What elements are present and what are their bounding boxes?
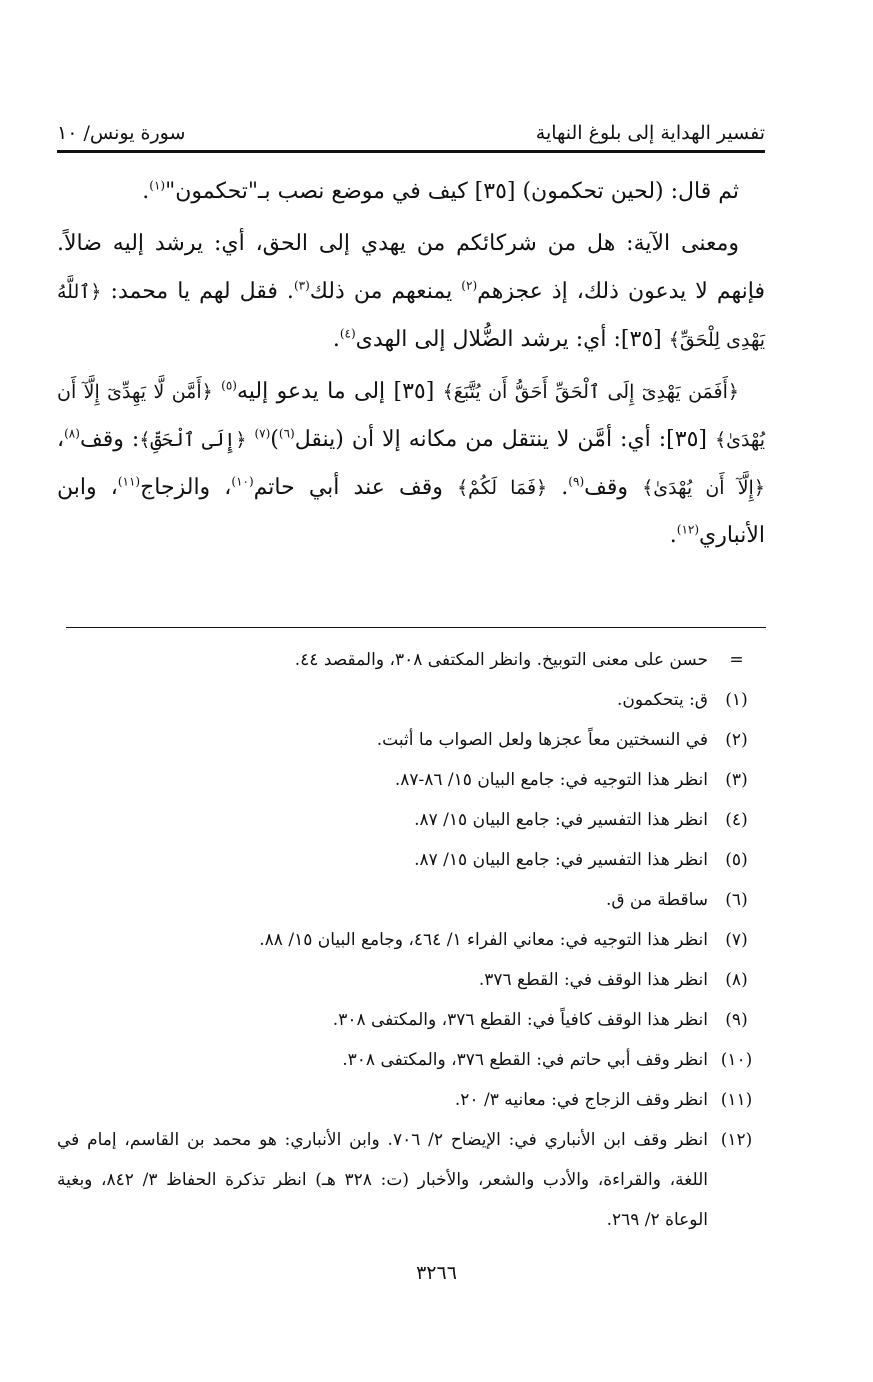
footnote-number: (١١): [720, 1090, 753, 1110]
footnote-text: انظر وقف ابن الأنباري في: الإيضاح ٢/ ٧٠٦. وابن الأنباري: هو محمد بن القاسم، إمام في اللغة، والقراءة، والأدب والشعر، والأخبار (ت: ٣٢٨ هـ) انظر تذكرة الحفاظ ٣/ ٨٤٢، وبغية الوعاة ٢/ ٢٦٩.: [57, 1130, 709, 1230]
footnote-number: (١): [725, 690, 748, 710]
footnote-ref[interactable]: (٦): [278, 426, 295, 441]
text-run: .: [669, 523, 677, 548]
footnote-item: [57, 1120, 765, 1240]
footnote-ref[interactable]: (٩): [568, 474, 585, 489]
footnote-text: ق: يتحكمون.: [616, 690, 708, 710]
text-run: [213, 379, 221, 404]
footnote-ref[interactable]: (١): [149, 178, 166, 193]
footnotes: [57, 640, 765, 1240]
footnote-item: [57, 960, 765, 1000]
running-header: [57, 110, 765, 144]
footnote-ref[interactable]: (١٠): [231, 474, 254, 489]
text-run: يمنعهم من ذلك: [309, 279, 462, 304]
text-run: .: [547, 475, 569, 500]
footnote-item: [57, 760, 765, 800]
footnote-rule: [66, 627, 766, 628]
footnote-item: [57, 1000, 765, 1040]
surah-label: سورة يونس/ ١٠: [57, 122, 186, 144]
footnote-number: =: [729, 650, 744, 670]
main-text: [57, 168, 765, 564]
text-run: وقف عند أبي حاتم: [253, 475, 457, 500]
paragraph-3: [57, 368, 765, 560]
footnote-number: (٦): [725, 890, 748, 910]
footnote-number: (٤): [725, 810, 748, 830]
text-run: : وقف: [79, 427, 140, 452]
text-run: ، والزجاج: [140, 475, 232, 500]
footnote-text: ساقطة من ق.: [605, 890, 708, 910]
text-run: ): [270, 427, 279, 452]
footnote-text: انظر هذا التوجيه في: معاني الفراء ١/ ٤٦٤، وجامع البيان ١٥/ ٨٨.: [259, 930, 708, 950]
footnote-ref[interactable]: (٣): [293, 278, 310, 293]
footnote-item: [57, 680, 765, 720]
quran-verse: ﴿فَمَا لَكُمْ﴾: [456, 477, 548, 499]
text-run: [٣٥] إلى ما يدعو إليه: [236, 379, 443, 404]
text-run: [٣٥]: أي: أمَّن لا ينتقل من مكانه إلا أن (ينقل: [294, 427, 715, 452]
text-run: ،: [57, 427, 65, 452]
text-run: ثم قال: (لحين تحكمون) [٣٥] كيف في موضع نصب بـ"تحكمون": [165, 179, 739, 204]
footnote-item: [57, 1040, 765, 1080]
header-rule: [57, 150, 765, 153]
footnote-text: حسن على معنى التوبيخ. وانظر المكتفى ٣٠٨، والمقصد ٤٤.: [294, 650, 708, 670]
quran-verse: ﴿أَفَمَن يَهْدِىٓ إِلَى ٱلْحَقِّ أَحَقُّ أَن يُتَّبَعَ﴾: [442, 381, 740, 403]
text-run: . فقل لهم يا محمد:: [101, 279, 294, 304]
footnote-number: (١٠): [720, 1050, 753, 1070]
text-run: .: [142, 179, 150, 204]
footnote-ref[interactable]: (٢): [461, 278, 478, 293]
footnote-item: [57, 920, 765, 960]
footnote-ref[interactable]: (٨): [64, 426, 80, 441]
footnote-ref[interactable]: (١١): [117, 474, 141, 489]
footnote-number: (٧): [725, 930, 748, 950]
quran-verse: ﴿أَمَّن لَّا يَهِدِّىٓ إِلَّآ أَن يُهْدَىٰ﴾: [57, 381, 765, 451]
footnote-text: انظر هذا التفسير في: جامع البيان ١٥/ ٨٧.: [414, 850, 708, 870]
footnote-number: (١٢): [720, 1130, 753, 1150]
page-number: ٣٢٦٦: [416, 1262, 457, 1284]
footnote-item: [57, 640, 765, 680]
quran-verse: ﴿إِلَى ٱلْحَقِّ﴾: [139, 429, 247, 451]
footnote-number: (٣): [725, 770, 748, 790]
text-run: وقف: [584, 475, 643, 500]
footnote-ref[interactable]: (٧): [254, 426, 271, 441]
paragraph-1: [57, 168, 765, 216]
quran-verse: ﴿إِلَّآ أَن يُهْدَىٰ﴾: [642, 477, 765, 499]
book-title: تفسير الهداية إلى بلوغ النهاية: [535, 122, 765, 144]
text-run: .: [332, 327, 340, 352]
footnote-ref[interactable]: (٥): [221, 378, 237, 393]
footnote-item: [57, 840, 765, 880]
footnote-number: (٢): [725, 730, 748, 750]
footnote-number: (٨): [725, 970, 748, 990]
footnote-text: انظر هذا الوقف في: القطع ٣٧٦.: [478, 970, 708, 990]
footnote-item: [57, 720, 765, 760]
footnote-text: انظر وقف الزجاج في: معانيه ٣/ ٢٠.: [454, 1090, 708, 1110]
footnote-text: انظر هذا التوجيه في: جامع البيان ١٥/ ٨٦-٨٧.: [394, 770, 708, 790]
text-run: ومعنى الآية: هل من شركائكم من يهدي إلى الحق، أي: يرشد إليه ضالاً. فإنهم لا يدعون ذلك، إذ عجزهم: [57, 231, 765, 304]
footnote-text: انظر وقف أبي حاتم في: القطع ٣٧٦، والمكتفى ٣٠٨.: [342, 1050, 708, 1070]
footnote-number: (٥): [725, 850, 748, 870]
footnote-ref[interactable]: (١٢): [676, 522, 700, 537]
footnote-item: [57, 880, 765, 920]
footnote-ref[interactable]: (٤): [339, 326, 356, 341]
footnote-text: انظر هذا الوقف كافياً في: القطع ٣٧٦، والمكتفى ٣٠٨.: [332, 1010, 708, 1030]
text-run: ، وابن الأنباري: [57, 475, 765, 548]
quran-verse: ﴿ٱللَّهُ يَهْدِى لِلْحَقِّ﴾: [57, 281, 765, 351]
text-run: [٣٥]: أي: يرشد الضُّلال إلى الهدى: [355, 327, 669, 352]
paragraph-2: [57, 220, 765, 364]
footnote-text: انظر هذا التفسير في: جامع البيان ١٥/ ٨٧.: [414, 810, 708, 830]
footnote-item: [57, 1080, 765, 1120]
footnote-number: (٩): [725, 1010, 748, 1030]
footnote-item: [57, 800, 765, 840]
footnote-text: في النسختين معاً عجزها ولعل الصواب ما أثبت.: [376, 730, 708, 750]
